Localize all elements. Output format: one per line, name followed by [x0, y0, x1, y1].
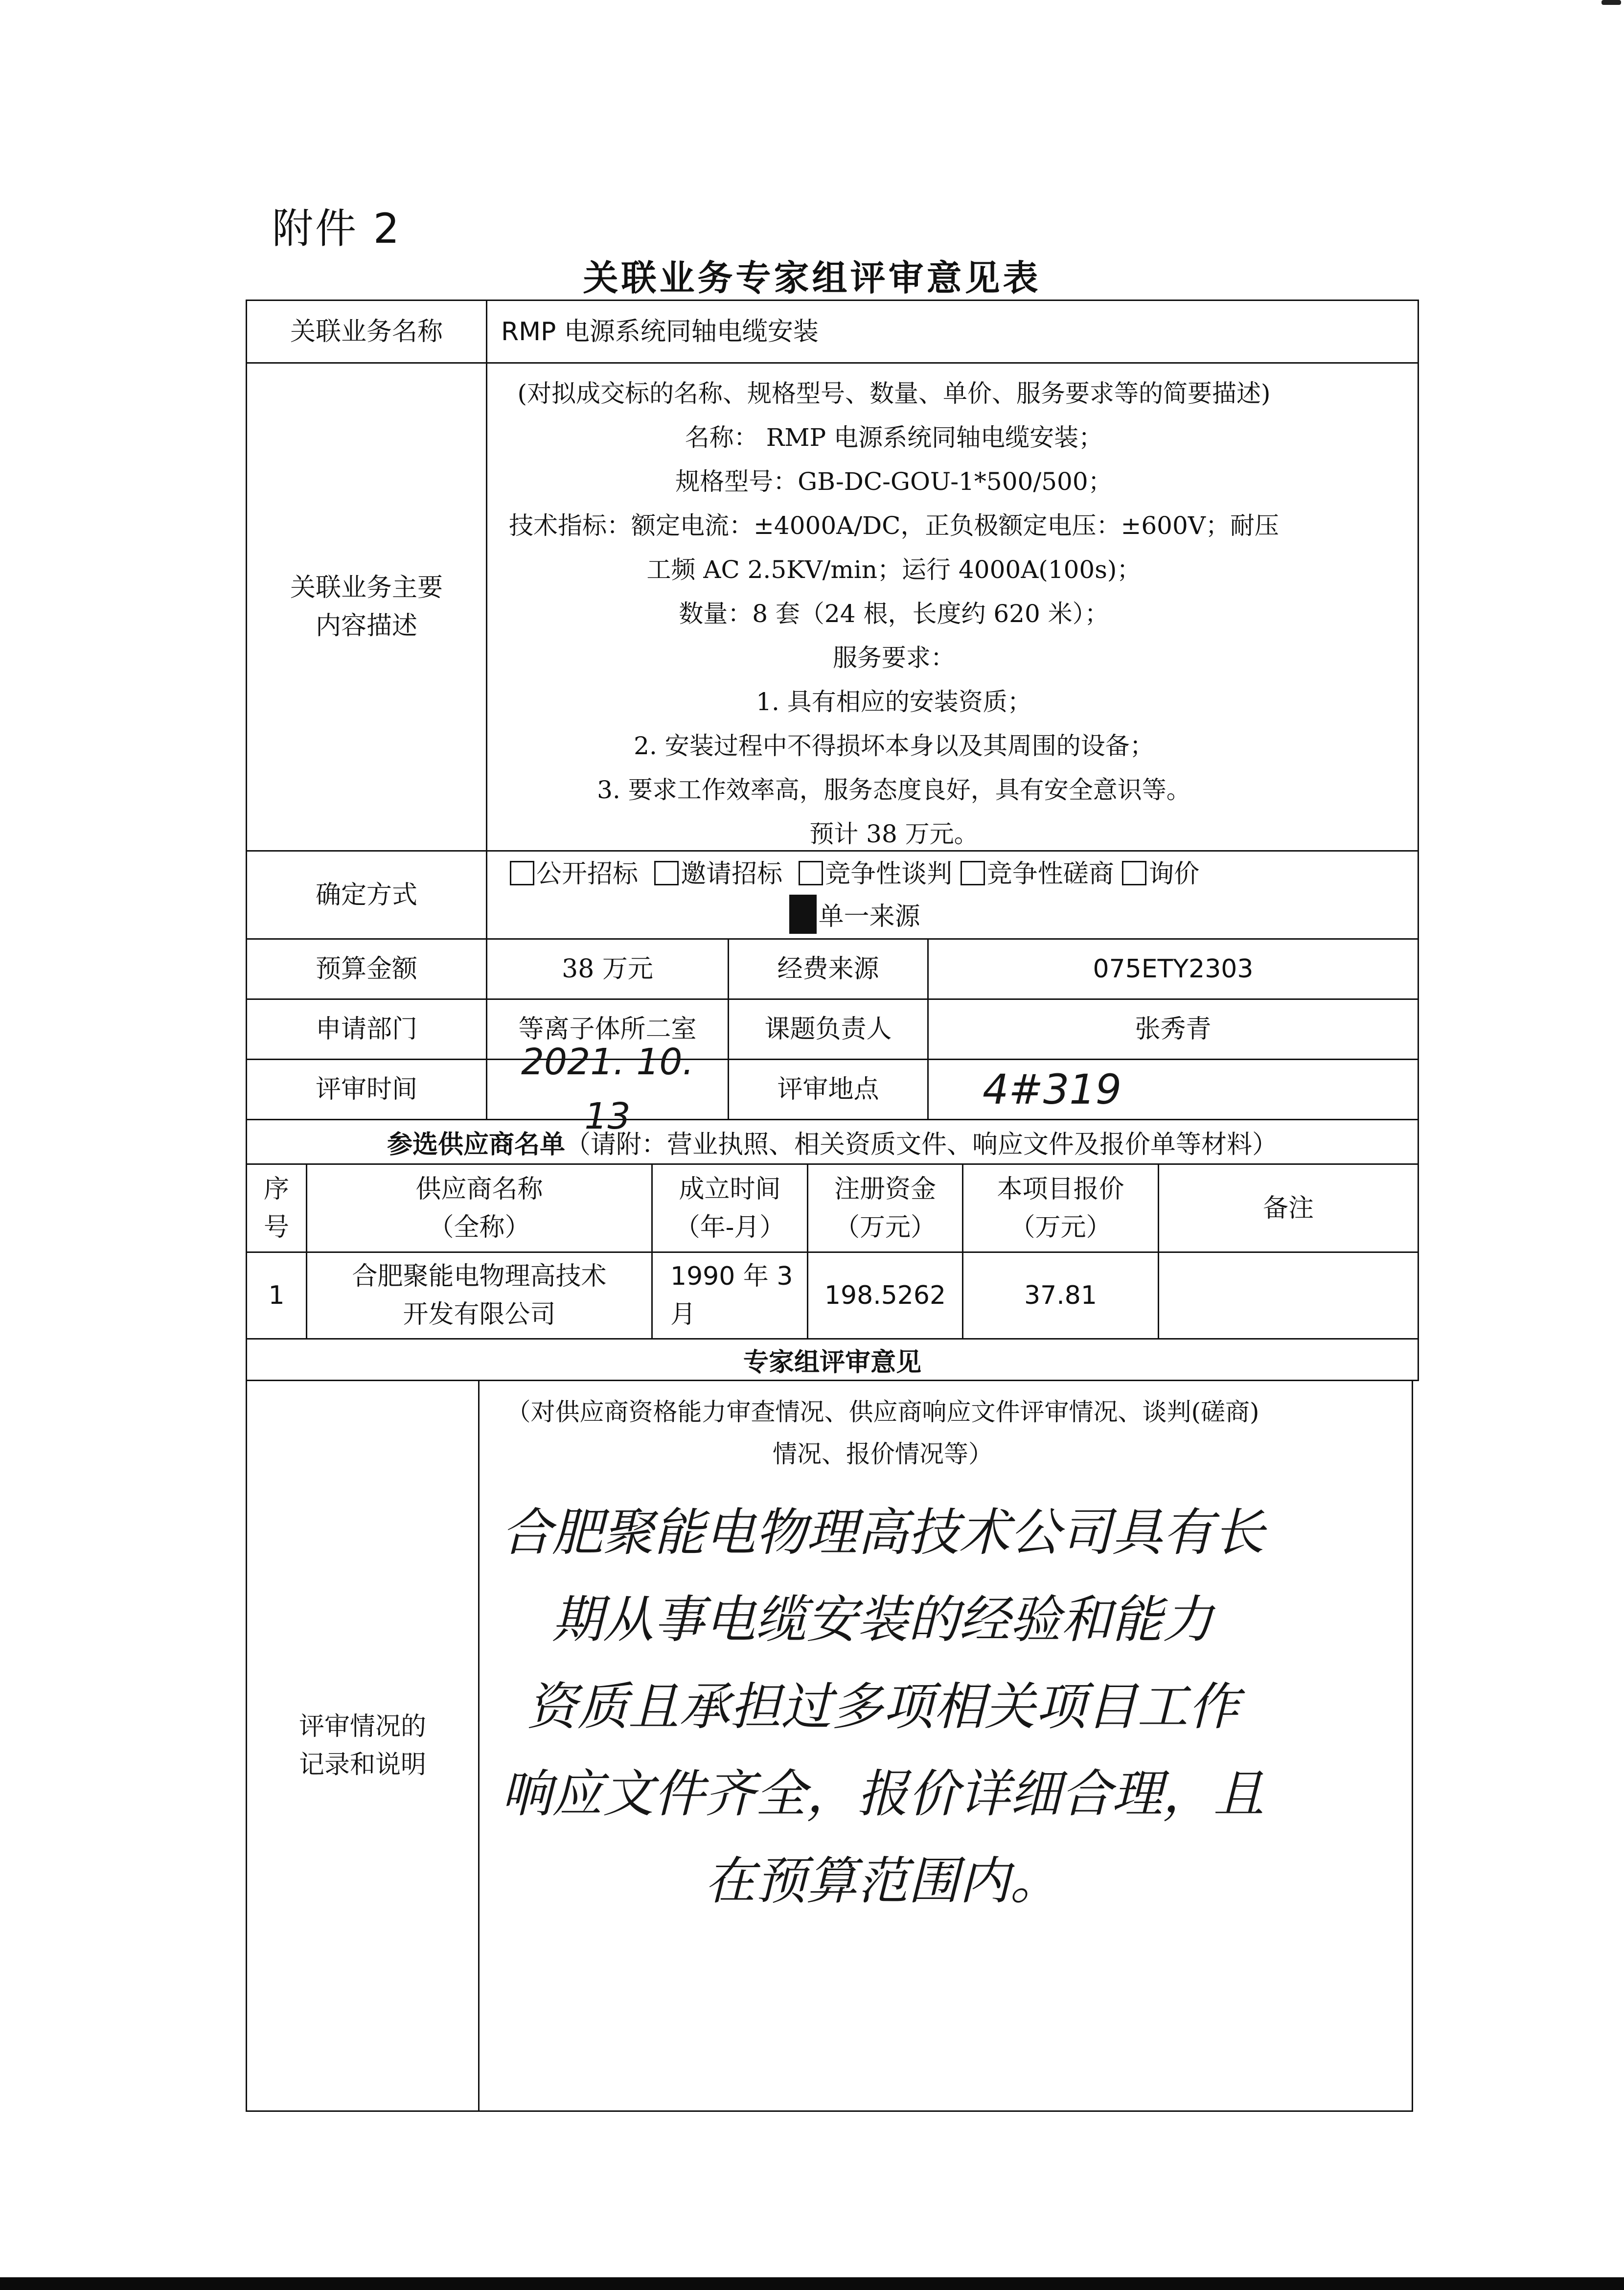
scan-speck: [1601, 0, 1621, 5]
checkbox-open-tender[interactable]: [510, 859, 638, 889]
content-line: 规格型号：GB-DC-GOU-1*500/500；: [675, 467, 1113, 496]
header-founded: [651, 1163, 808, 1253]
handwritten-line: 合肥聚能电物理高技术公司具有长: [501, 1503, 1265, 1562]
content-label-line1: 关联业务主要: [290, 573, 443, 602]
handwritten-line: 在预算范围内。: [705, 1851, 1061, 1911]
opinion-content: [478, 1380, 1413, 2112]
supplier-title-bold: 参选供应商名单: [387, 1130, 565, 1159]
header-name-line2: （全称）: [428, 1212, 530, 1242]
founded-line2: 月: [670, 1300, 696, 1329]
dept-label: 申请部门: [246, 998, 487, 1060]
checkbox-competitive-negotiation[interactable]: [799, 859, 952, 889]
opinion-text-area: [487, 1381, 1276, 1924]
option-label: 邀请招标: [681, 859, 783, 889]
annex-label: 附件 2: [272, 205, 402, 253]
document-title: 关联业务专家组评审意见表: [583, 257, 1041, 299]
option-label: 公开招标: [536, 859, 639, 889]
business-name-label: 关联业务名称: [246, 300, 487, 364]
review-place-value: 4#319: [927, 1059, 1419, 1120]
expert-opinion-title-text: 专家组评审意见: [743, 1347, 921, 1377]
checked-box-icon: [789, 895, 817, 934]
checkbox-competitive-consultation[interactable]: [961, 859, 1114, 889]
header-founded-line1: 成立时间: [679, 1174, 781, 1204]
header-seq: [246, 1163, 307, 1253]
header-quote-line1: 本项目报价: [997, 1174, 1124, 1204]
opinion-label-line1: 评审情况的: [298, 1712, 426, 1741]
content-line: 2. 安装过程中不得损坏本身以及其周围的设备；: [634, 732, 1154, 760]
budget-label: 预算金额: [246, 938, 487, 1000]
option-label: 询价: [1148, 859, 1200, 889]
option-label: 竞争性磋商: [986, 859, 1114, 889]
row-quote: 37.81: [962, 1251, 1159, 1340]
content-line: 技术指标：额定电流：±4000A/DC，正负极额定电压：±600V；耐压: [509, 511, 1279, 540]
content-line: 预计 38 万元。: [809, 820, 979, 848]
content-line: 3. 要求工作效率高，服务态度良好，具有安全意识等。: [597, 776, 1191, 804]
leader-value: 张秀青: [927, 998, 1419, 1060]
method-option-list: [495, 852, 1199, 937]
content-line: (对拟成交标的名称、规格型号、数量、单价、服务要求等的简要描述): [517, 379, 1271, 408]
supplier-name-line1: 合肥聚能电物理高技术: [352, 1262, 607, 1291]
handwritten-line: 资质且承担过多项相关项目工作: [526, 1677, 1239, 1736]
option-label: 单一来源: [818, 902, 920, 931]
content-line: 1. 具有相应的安装资质；: [756, 688, 1032, 716]
method-options: [486, 850, 1419, 940]
review-place-label: 评审地点: [728, 1059, 929, 1120]
method-row-2: [510, 895, 1199, 937]
option-label: 竞争性谈判: [825, 859, 953, 889]
leader-label: 课题负责人: [728, 998, 929, 1060]
expert-opinion-title: [246, 1338, 1419, 1381]
supplier-name-line2: 开发有限公司: [403, 1300, 556, 1329]
fund-source-value: 075ETY2303: [927, 938, 1419, 1000]
review-time-label: 评审时间: [246, 1059, 487, 1120]
method-label: 确定方式: [246, 850, 487, 940]
header-capital-line2: （万元）: [834, 1212, 936, 1242]
opinion-label-line2: 记录和说明: [298, 1750, 426, 1780]
row-founded: [651, 1251, 808, 1340]
opinion-hint-line: 情况、报价情况等）: [773, 1440, 993, 1468]
content-line: 服务要求：: [832, 644, 955, 672]
scan-edge: [0, 2277, 1624, 2290]
fund-source-label: 经费来源: [728, 938, 929, 1000]
business-name-value: RMP 电源系统同轴电缆安装: [486, 300, 1419, 364]
header-seq-line1: 序: [263, 1174, 289, 1204]
handwritten-line: 期从事电缆安装的经验和能力: [552, 1590, 1214, 1649]
content-line: 名称： RMP 电源系统同轴电缆安装；: [685, 423, 1103, 452]
row-supplier-name: [306, 1251, 653, 1340]
review-time-value: 2021. 10. 13: [486, 1059, 729, 1120]
supplier-list-title: [246, 1119, 1419, 1165]
method-row-1: [510, 854, 1199, 895]
row-remark: [1158, 1251, 1419, 1340]
checkbox-single-source[interactable]: [789, 902, 920, 931]
header-quote: [962, 1163, 1159, 1253]
header-supplier-name: [306, 1163, 653, 1253]
header-capital-line1: 注册资金: [834, 1174, 936, 1204]
header-name-line1: 供应商名称: [415, 1174, 543, 1204]
handwritten-line: 响应文件齐全，报价详细合理，且: [501, 1764, 1265, 1824]
supplier-title-note: （请附：营业执照、相关资质文件、响应文件及报价单等材料）: [565, 1130, 1278, 1159]
checkbox-inquiry[interactable]: [1122, 859, 1199, 889]
checkbox-invited-tender[interactable]: [654, 859, 782, 889]
dept-value: 等离子体所二室: [486, 998, 729, 1060]
opinion-hint-line: （对供应商资格能力审查情况、供应商响应文件评审情况、谈判(磋商): [506, 1398, 1259, 1426]
content-lines: [495, 364, 1291, 856]
header-capital: [807, 1163, 963, 1253]
opinion-label: [246, 1380, 480, 2112]
header-remark: 备注: [1158, 1163, 1419, 1253]
row-capital: 198.5262: [807, 1251, 963, 1340]
content-label: [246, 362, 487, 852]
header-founded-line2: （年-月）: [674, 1212, 785, 1242]
header-quote-line2: （万元）: [1009, 1212, 1112, 1242]
content-line: 数量：8 套（24 根，长度约 620 米）；: [679, 600, 1109, 628]
content-line: 工频 AC 2.5KV/min；运行 4000A(100s)；: [646, 555, 1142, 584]
founded-line1: 1990 年 3: [670, 1262, 793, 1291]
content-label-line2: 内容描述: [315, 611, 417, 641]
header-seq-line2: 号: [263, 1212, 289, 1242]
content-description: [486, 362, 1419, 852]
budget-value: 38 万元: [486, 938, 729, 1000]
row-seq: 1: [246, 1251, 307, 1340]
handwritten-opinion: [501, 1489, 1264, 1924]
